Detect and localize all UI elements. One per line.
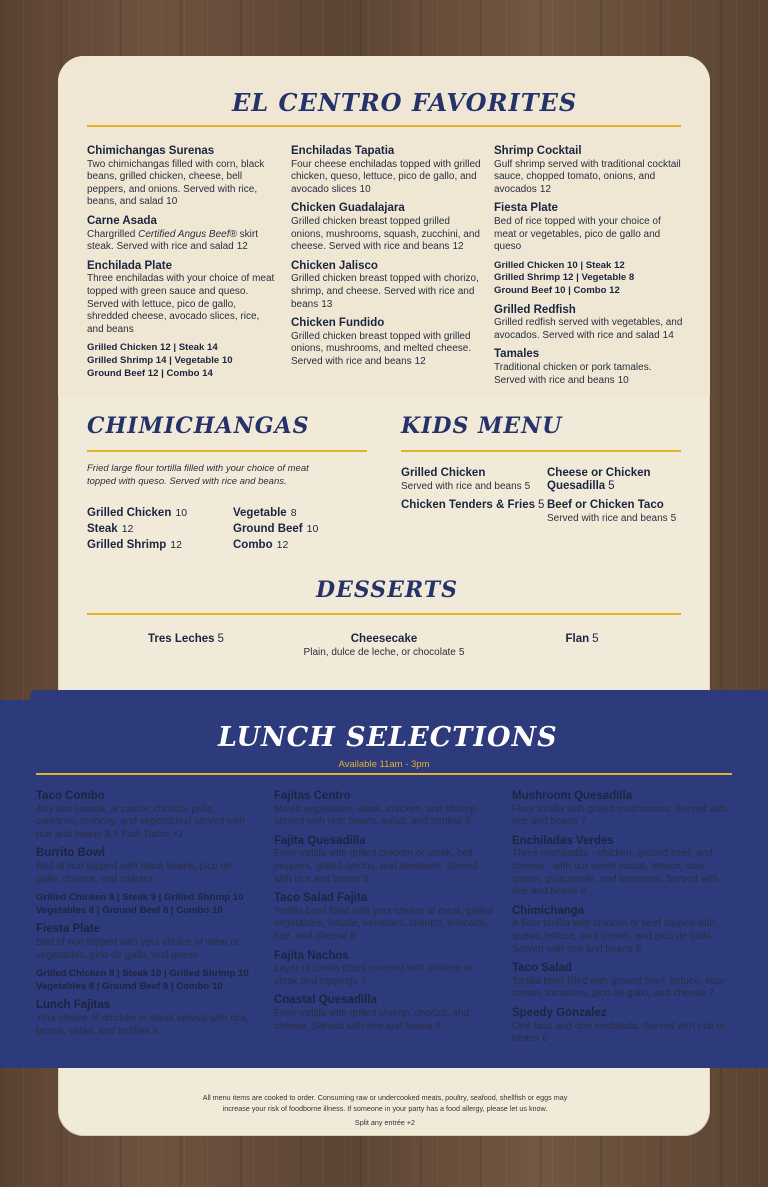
item-price: 7 <box>708 988 715 1000</box>
chimichanga-price: 12 <box>276 539 289 551</box>
kids-title: KIDS MENU <box>401 413 563 439</box>
el-centro-col-3 <box>494 145 684 393</box>
kids-item-desc: Served with rice and beans 5 <box>401 480 531 492</box>
item-price: 13 <box>321 298 333 310</box>
item-price: 6 <box>542 1033 548 1045</box>
menu-item <box>494 304 684 343</box>
item-desc-brand: Certified Angus Beef® <box>138 228 237 240</box>
item-desc: Flour tortilla with grilled mushrooms. Served with rice and beans 7 <box>512 803 728 828</box>
lunch-col-1 <box>36 790 252 1044</box>
item-option-line: Grilled Shrimp 14 | Vegetable 10 <box>87 354 233 366</box>
menu-item <box>512 835 734 899</box>
item-desc: Three enchiladas with your choice of meat topped with green sauce and queso. Served with lettuce, pico de gallo, shredded cheese, avocado slices, rice, and beans <box>87 273 275 335</box>
item-name: Fiesta Plate <box>36 923 100 936</box>
menu-item <box>36 923 252 993</box>
chimichanga-option: Ground Beef 10 <box>233 523 319 535</box>
dessert-name: Flan 5 <box>565 633 599 645</box>
item-name: Carne Asada <box>87 214 157 227</box>
menu-item <box>512 905 734 956</box>
item-price: 12 <box>414 355 426 367</box>
lunch-title: LUNCH SELECTIONS <box>218 722 558 753</box>
item-option-line: Grilled Chicken 10 | Steak 12 <box>494 259 625 271</box>
item-name: Lunch Fajitas <box>36 999 111 1012</box>
item-desc: A flour tortilla with chicken or beef topped with queso, lettuce, sour cream, and pico de gallo. Served with rice and beans 8 <box>512 918 715 955</box>
dessert-name: Tres Leches 5 <box>148 633 224 645</box>
menu-item <box>274 790 494 829</box>
item-name: Burrito Bowl <box>36 847 105 860</box>
menu-item <box>512 790 734 829</box>
item-name: Chimichangas Surenas <box>87 145 215 157</box>
item-name: Mushroom Quesadilla <box>512 790 633 802</box>
item-price: 8 <box>152 1025 158 1037</box>
menu-item <box>494 202 684 297</box>
menu-item <box>291 317 483 368</box>
item-name: Coastal Quesadilla <box>274 994 377 1007</box>
item-price: 12 <box>539 183 551 195</box>
dessert-name: Cheesecake <box>350 633 418 645</box>
item-price: 8.5 <box>104 828 119 840</box>
item-desc: Layer of tortilla chips covered with chicken or steak and toppings 7 <box>274 963 473 987</box>
item-desc: Mixed vegetables, steak, chicken, and shrimp served with rice, beans, salad, and tortillas 9 <box>274 803 476 828</box>
item-name: Taco Salad Fajita <box>274 892 368 905</box>
chimichangas-grid <box>87 507 357 551</box>
menu-item <box>512 962 734 1001</box>
item-name: Shrimp Cocktail <box>494 145 582 157</box>
menu-item <box>494 145 684 196</box>
item-desc: Tortilla bowl filled with ground beef, lettuce, sour cream, tomatoes, pico de gallo, and cheese 7 <box>512 975 725 1000</box>
item-price: 10 <box>359 183 371 195</box>
el-centro-title: EL CENTRO FAVORITES <box>232 88 578 117</box>
kids-item-desc: Served with rice and beans 5 <box>547 512 677 524</box>
footer-split-note: Split any entrée +2 <box>354 1118 416 1127</box>
item-option-line: Grilled Chicken 8 | Steak 9 | Grilled Shrimp 10 <box>36 892 244 904</box>
dessert-item <box>285 633 483 659</box>
item-desc: Four cheese enchiladas topped with grilled chicken, queso, lettuce, pico de gallo, and avocado slices 10 <box>291 158 481 195</box>
footer-line-1: All menu items are cooked to order. Consuming raw or undercooked meats, poultry, seafood, shellfish or eggs may <box>202 1093 568 1102</box>
item-desc: Your choice of chicken or steak served with rice, beans, salad, and tortillas 8 <box>36 1012 250 1037</box>
kids-item-name: Cheese or Chicken Quesadilla 5 <box>547 467 651 492</box>
footer-notice <box>110 1092 660 1128</box>
item-options <box>36 968 252 993</box>
item-name: Fiesta Plate <box>494 202 558 215</box>
chimichangas-title: CHIMICHANGAS <box>87 413 310 439</box>
menu-item <box>36 790 252 841</box>
kids-item-price: 5 <box>608 479 615 492</box>
menu-item <box>274 994 494 1033</box>
kids-item-name: Beef or Chicken Taco <box>547 499 664 512</box>
kids-item <box>547 499 686 525</box>
item-price: 14 <box>662 329 674 341</box>
item-name: Fajitas Centro <box>274 790 351 802</box>
menu-item <box>36 999 252 1038</box>
item-price: 10 <box>617 374 629 386</box>
item-desc: Grilled chicken breast topped with chorizo, shrimp, and cheese. Served with rice and beans 13 <box>291 273 479 310</box>
el-centro-col-1 <box>87 145 277 386</box>
kids-item-price: 5 <box>538 499 545 512</box>
item-name: Speedy Gonzalez <box>512 1006 607 1019</box>
item-name: Chicken Jalisco <box>291 259 378 272</box>
item-desc: Flour tortilla with grilled chicken or steak, bell peppers, grilled onions, and tomatoes. Served with rice and beans 8 <box>274 848 479 885</box>
menu-item <box>36 847 252 917</box>
item-option-line: Ground Beef 10 | Combo 12 <box>494 284 620 296</box>
item-name: Enchilada Plate <box>87 259 173 272</box>
item-name: Chicken Fundido <box>291 317 385 330</box>
item-price: 8 <box>363 873 369 885</box>
menu-item <box>494 348 684 387</box>
item-option-line: Grilled Chicken 8 | Steak 10 | Grilled Shrimp 10 <box>36 968 249 980</box>
item-desc: Chargrilled Certified Angus Beef® skirt steak. Served with rice and salad 12 <box>87 228 258 253</box>
item-desc: Any two (asada, al pastor, chorizo, pollo, camaron, crunchy, and vegetables) served with rice and beans 8.5 Fish Tacos +1 <box>36 803 245 840</box>
chimichanga-price: 10 <box>306 523 319 535</box>
dessert-price: 5 <box>217 633 224 645</box>
item-desc: Grilled chicken breast topped with grilled onions, mushrooms, and melted cheese. Served with rice and beans 12 <box>291 330 472 367</box>
item-desc: Grilled redfish served with vegetables, and avocados. Served with rice and salad 14 <box>494 317 683 341</box>
kids-item-price: 5 <box>670 512 677 524</box>
kids-item-name: Chicken Tenders & Fries 5 <box>401 499 545 512</box>
item-name: Enchiladas Tapatia <box>291 145 395 157</box>
item-price: 7 <box>360 975 367 987</box>
item-price: 8 <box>635 943 642 955</box>
item-price: 8 <box>580 886 587 898</box>
item-price: 7 <box>580 816 587 828</box>
item-name: Chicken Guadalajara <box>291 202 405 215</box>
menu-item <box>274 892 494 943</box>
item-desc: Gulf shrimp served with traditional cocktail sauce, chopped tomato, onions, and avocados 12 <box>494 158 681 195</box>
kids-item <box>401 467 547 493</box>
item-price: 9 <box>465 816 471 828</box>
lunch-col-2 <box>274 790 494 1039</box>
kids-item-price: 5 <box>524 480 531 492</box>
item-name: Chimichanga <box>512 904 585 917</box>
el-centro-col-2 <box>291 145 483 375</box>
item-price: 8 <box>350 930 356 942</box>
item-name: Taco Salad <box>512 962 572 975</box>
chimichanga-price: 12 <box>170 539 182 551</box>
menu-item <box>512 1007 734 1046</box>
el-centro-rule <box>87 125 681 127</box>
lunch-availability: Available 11am - 3pm <box>338 759 430 770</box>
chimichanga-option: Grilled Chicken 10 <box>87 507 188 519</box>
item-option-line: Ground Beef 12 | Combo 14 <box>87 367 213 379</box>
chimichanga-option: Vegetable 8 <box>233 507 297 519</box>
dessert-item <box>483 633 681 659</box>
chimichanga-option: Combo 12 <box>233 539 289 551</box>
lunch-rule <box>36 773 732 775</box>
chimichangas-desc: Fried large flour tortilla filled with your choice of meat topped with queso. Served with rice and beans. <box>87 463 309 487</box>
desserts-row <box>87 633 681 659</box>
kids-item <box>401 499 547 525</box>
menu-item <box>291 145 483 196</box>
desserts-rule <box>87 613 681 615</box>
footer-line-2: increase your risk of foodborne illness. If someone in your party has a food allergy, please let us know. <box>222 1104 548 1113</box>
menu-item <box>274 835 494 886</box>
item-name: Grilled Redfish <box>494 303 576 316</box>
item-options <box>494 260 684 298</box>
menu-item <box>87 145 277 209</box>
item-desc: Bed of rice topped with black beans, pico de gallo, cheese, and cilantro <box>36 860 232 885</box>
item-option-line: Vegetables 8 | Ground Beef 8 | Combo 10 <box>36 904 223 916</box>
chimichanga-price: 10 <box>175 507 188 519</box>
item-desc: Bed of rice topped with your choice of meat or vegetables, pico de gallo, and queso <box>36 936 240 961</box>
item-options <box>36 892 252 917</box>
item-desc: Bed of rice topped with your choice of meat or vegetables, pico de gallo and queso <box>494 215 661 253</box>
item-price: 12 <box>236 241 248 253</box>
chimichanga-price: 8 <box>290 507 297 519</box>
item-desc: Three enchiladas - chicken, ground beef, and cheese - with our verde sauce, lettuce, sour cream, guacamole, and tomatoes. Served with rice and beans 8 <box>512 848 719 898</box>
chimichanga-option: Grilled Shrimp 12 <box>87 539 182 551</box>
item-extra: Fish Tacos +1 <box>121 828 184 840</box>
item-price: 10 <box>166 196 178 208</box>
menu-item <box>87 260 277 380</box>
item-option-line: Grilled Chicken 12 | Steak 14 <box>87 342 218 354</box>
item-desc: One taco and one enchilada. Served with rice or beans 6 <box>512 1020 726 1045</box>
item-desc: Flour tortilla with grilled shrimp, chorizo, and cheese. Served with rice and beans 8 <box>274 1007 470 1032</box>
dessert-price: 5 <box>458 646 465 658</box>
desserts-title: DESSERTS <box>316 577 459 603</box>
item-name: Taco Combo <box>36 790 105 802</box>
item-desc: Traditional chicken or pork tamales. Served with rice and beans 10 <box>494 361 652 386</box>
dessert-desc: Plain, dulce de leche, or chocolate 5 <box>303 646 465 658</box>
item-options <box>87 342 277 380</box>
chimichanga-option: Steak 12 <box>87 523 134 535</box>
kids-item-name: Grilled Chicken <box>401 467 486 479</box>
menu-item <box>291 260 483 311</box>
item-name: Enchiladas Verdes <box>512 834 614 847</box>
chimichanga-price: 12 <box>121 523 134 535</box>
item-name: Fajita Quesadilla <box>274 834 366 847</box>
item-desc: Two chimichangas filled with corn, black beans, grilled chicken, cheese, bell peppers, and onions. Served with rice, beans, and salad 10 <box>87 158 265 208</box>
item-name: Tamales <box>494 348 540 361</box>
item-option-line: Vegetables 8 | Ground Beef 8 | Combo 10 <box>36 980 223 992</box>
item-price: 8 <box>435 1020 441 1032</box>
menu-item <box>291 202 483 253</box>
dessert-price: 5 <box>592 633 599 645</box>
chimichangas-rule <box>87 450 367 452</box>
item-desc: Grilled chicken breast topped grilled onions, mushrooms, squash, zucchini, and cheese. Served with rice and beans 12 <box>291 215 480 253</box>
kids-item <box>547 467 686 493</box>
menu-item <box>87 215 277 254</box>
item-desc: Tortilla bowl filled with your choice of meat, grilled vegetables, lettuce, tomatoes, cilantro, avocado, rice, and cheese 8 <box>274 905 493 942</box>
item-option-line: Grilled Shrimp 12 | Vegetable 8 <box>494 272 635 284</box>
kids-rule <box>401 450 681 452</box>
lunch-col-3 <box>512 790 734 1052</box>
kids-grid <box>401 467 686 525</box>
item-name: Fajita Nachos <box>274 949 349 962</box>
item-price: 12 <box>452 241 464 253</box>
dessert-item <box>87 633 285 659</box>
menu-item <box>274 950 494 989</box>
